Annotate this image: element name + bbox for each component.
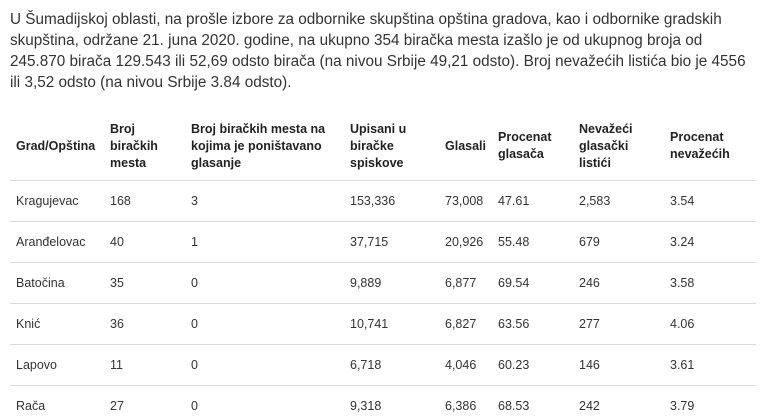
cell-procenat-glasaca: 63.56 (492, 304, 573, 345)
cell-upisani: 6,718 (344, 345, 439, 386)
cell-procenat-nevazecih: 3.79 (664, 386, 756, 420)
cell-upisani: 37,715 (344, 222, 439, 263)
header-upisani: Upisani u biračke spiskove (344, 112, 439, 181)
cell-nevazeci: 2,583 (573, 181, 664, 222)
header-broj-birackih-mesta: Broj biračkih mesta (104, 112, 185, 181)
table-row (10, 181, 756, 222)
cell-upisani: 10,741 (344, 304, 439, 345)
cell-ponistavano: 0 (185, 263, 344, 304)
cell-upisani: 9,318 (344, 386, 439, 420)
cell-ponistavano: 0 (185, 386, 344, 420)
cell-ponistavano: 1 (185, 222, 344, 263)
cell-broj-mesta: 11 (104, 345, 185, 386)
cell-nevazeci: 277 (573, 304, 664, 345)
cell-broj-mesta: 168 (104, 181, 185, 222)
cell-grad: Lapovo (10, 345, 104, 386)
cell-grad: Kragujevac (10, 181, 104, 222)
cell-broj-mesta: 40 (104, 222, 185, 263)
cell-ponistavano: 0 (185, 304, 344, 345)
cell-nevazeci: 242 (573, 386, 664, 420)
header-glasali: Glasali (439, 112, 492, 181)
header-procenat-nevazecih: Procenat nevažećih (664, 112, 756, 181)
cell-glasali: 4,046 (439, 345, 492, 386)
header-ponistavano-glasanje: Broj biračkih mesta na kojima je poništavano glasanje (185, 112, 344, 181)
cell-procenat-glasaca: 47.61 (492, 181, 573, 222)
cell-procenat-nevazecih: 3.54 (664, 181, 756, 222)
header-nevazeci-listici: Nevažeći glasački listići (573, 112, 664, 181)
clipped-heading-fragment (10, 0, 190, 6)
cell-nevazeci: 246 (573, 263, 664, 304)
cell-nevazeci: 679 (573, 222, 664, 263)
cell-upisani: 153,336 (344, 181, 439, 222)
cell-grad: Rača (10, 386, 104, 420)
cell-broj-mesta: 36 (104, 304, 185, 345)
cell-upisani: 9,889 (344, 263, 439, 304)
cell-nevazeci: 146 (573, 345, 664, 386)
header-grad-opstina: Grad/Opština (10, 112, 104, 181)
cell-glasali: 73,008 (439, 181, 492, 222)
intro-paragraph: U Šumadijskoj oblasti, na prošle izbore za odbornike skupština opština gradova, kao i odbornike gradskih skupština, održane 21. juna 2020. godine, na ukupno 354 biračka mesta izašlo je od ukupnog broja od 245.870 birača 129.543 ili 52,69 odsto birača (na nivou Srbije 49,21 odsto). Broj nevažećih listića bio je 4556 ili 3,52 odsto (na nivou Srbije 3.84 odsto). (10, 11, 746, 91)
table-row (10, 386, 756, 420)
cell-grad: Batočina (10, 263, 104, 304)
cell-procenat-glasaca: 68.53 (492, 386, 573, 420)
cell-procenat-glasaca: 60.23 (492, 345, 573, 386)
cell-ponistavano: 0 (185, 345, 344, 386)
header-procenat-glasaca: Procenat glasača (492, 112, 573, 181)
table-header-row (10, 112, 756, 181)
cell-glasali: 6,877 (439, 263, 492, 304)
cell-procenat-nevazecih: 4.06 (664, 304, 756, 345)
cell-procenat-glasaca: 55.48 (492, 222, 573, 263)
table-row (10, 222, 756, 263)
cell-glasali: 20,926 (439, 222, 492, 263)
table-row (10, 263, 756, 304)
cell-procenat-nevazecih: 3.61 (664, 345, 756, 386)
cell-procenat-glasaca: 69.54 (492, 263, 573, 304)
cell-procenat-nevazecih: 3.24 (664, 222, 756, 263)
cell-procenat-nevazecih: 3.58 (664, 263, 756, 304)
election-results-table (10, 112, 756, 420)
cell-broj-mesta: 35 (104, 263, 185, 304)
table-row (10, 304, 756, 345)
cell-broj-mesta: 27 (104, 386, 185, 420)
table-row (10, 345, 756, 386)
cell-ponistavano: 3 (185, 181, 344, 222)
cell-grad: Knić (10, 304, 104, 345)
cell-grad: Aranđelovac (10, 222, 104, 263)
cell-glasali: 6,386 (439, 386, 492, 420)
cell-glasali: 6,827 (439, 304, 492, 345)
